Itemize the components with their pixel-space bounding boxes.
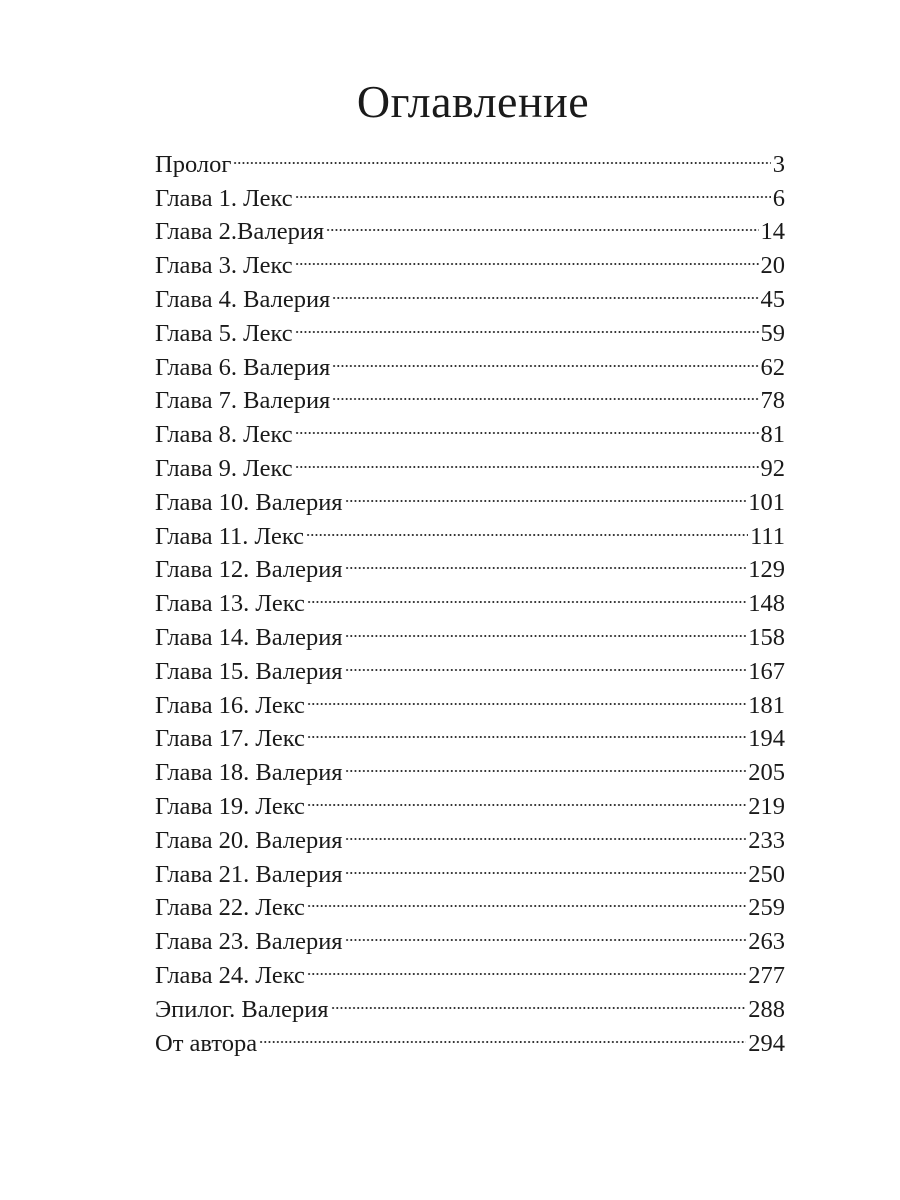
dot-leader bbox=[295, 442, 759, 476]
toc-entry-label: Глава 24. Лекс bbox=[155, 961, 305, 989]
toc-entry-label: Глава 13. Лекс bbox=[155, 590, 305, 618]
dot-leader bbox=[295, 307, 759, 341]
toc-entry-page-number: 233 bbox=[748, 826, 785, 854]
dot-leader bbox=[345, 645, 747, 679]
toc-list bbox=[155, 138, 785, 1057]
toc-entry-label: Пролог bbox=[155, 150, 232, 178]
dot-leader bbox=[307, 949, 746, 983]
dot-leader bbox=[345, 611, 747, 645]
toc-entry-page-number: 6 bbox=[772, 184, 785, 212]
dot-leader bbox=[332, 375, 758, 409]
toc-entry-label: Глава 1. Лекс bbox=[155, 184, 293, 212]
toc-entry-label: Глава 2.Валерия bbox=[155, 218, 325, 246]
dot-leader bbox=[259, 1017, 746, 1051]
toc-entry-label: Глава 15. Валерия bbox=[155, 657, 343, 685]
toc-entry-label: Глава 10. Валерия bbox=[155, 488, 343, 516]
toc-entry-label: Глава 4. Валерия bbox=[155, 285, 331, 313]
toc-entry-label: Глава 3. Лекс bbox=[155, 252, 293, 280]
toc-entry-label: Эпилог. Валерия bbox=[155, 995, 329, 1023]
toc-entry-page-number: 3 bbox=[772, 150, 785, 178]
toc-entry-label: Глава 18. Валерия bbox=[155, 759, 343, 787]
dot-leader bbox=[307, 780, 746, 814]
dot-leader bbox=[326, 206, 758, 240]
dot-leader bbox=[307, 882, 746, 916]
toc-entry-label: Глава 11. Лекс bbox=[155, 522, 304, 550]
toc-entry-page-number: 20 bbox=[760, 252, 785, 280]
toc-entry-page-number: 250 bbox=[748, 860, 785, 888]
toc-entry-page-number: 92 bbox=[760, 454, 785, 482]
dot-leader bbox=[295, 239, 759, 273]
toc-entry-page-number: 62 bbox=[760, 353, 785, 381]
page-title: Оглавление bbox=[356, 76, 590, 127]
dot-leader bbox=[233, 138, 770, 172]
dot-leader bbox=[295, 172, 771, 206]
dot-leader bbox=[345, 814, 747, 848]
dot-leader bbox=[345, 915, 747, 949]
toc-entry[interactable] bbox=[155, 138, 785, 178]
toc-entry-label: От автора bbox=[155, 1029, 258, 1057]
toc-entry-page-number: 158 bbox=[748, 623, 785, 651]
toc-entry-page-number: 181 bbox=[748, 691, 785, 719]
toc-entry-page-number: 259 bbox=[748, 894, 785, 922]
dot-leader bbox=[307, 679, 746, 713]
toc-entry-label: Глава 8. Лекс bbox=[155, 421, 293, 449]
dot-leader bbox=[307, 577, 746, 611]
toc-entry-page-number: 205 bbox=[748, 759, 785, 787]
dot-leader bbox=[345, 848, 747, 882]
toc-entry-page-number: 288 bbox=[748, 995, 785, 1023]
toc-entry[interactable] bbox=[155, 172, 785, 212]
toc-entry-label: Глава 19. Лекс bbox=[155, 792, 305, 820]
toc-entry-label: Глава 16. Лекс bbox=[155, 691, 305, 719]
dot-leader bbox=[295, 408, 759, 442]
toc-entry-page-number: 45 bbox=[760, 285, 785, 313]
toc-entry-page-number: 78 bbox=[760, 387, 785, 415]
toc-entry-page-number: 167 bbox=[748, 657, 785, 685]
toc-entry-page-number: 111 bbox=[750, 522, 785, 550]
toc-entry-page-number: 263 bbox=[748, 928, 785, 956]
dot-leader bbox=[331, 983, 747, 1017]
toc-entry-page-number: 81 bbox=[760, 421, 785, 449]
toc-entry-page-number: 129 bbox=[748, 556, 785, 584]
toc-entry-page-number: 294 bbox=[748, 1029, 785, 1057]
toc-entry-label: Глава 23. Валерия bbox=[155, 928, 343, 956]
dot-leader bbox=[345, 544, 747, 578]
toc-entry-label: Глава 17. Лекс bbox=[155, 725, 305, 753]
dot-leader bbox=[332, 273, 758, 307]
toc-entry-label: Глава 9. Лекс bbox=[155, 454, 293, 482]
dot-leader bbox=[306, 510, 748, 544]
dot-leader bbox=[345, 476, 747, 510]
dot-leader bbox=[307, 713, 746, 747]
toc-entry-page-number: 148 bbox=[748, 590, 785, 618]
toc-entry-label: Глава 6. Валерия bbox=[155, 353, 331, 381]
toc-entry-label: Глава 20. Валерия bbox=[155, 826, 343, 854]
toc-entry-page-number: 219 bbox=[748, 792, 785, 820]
toc-entry-page-number: 277 bbox=[748, 961, 785, 989]
toc-entry-label: Глава 22. Лекс bbox=[155, 894, 305, 922]
toc-entry-page-number: 194 bbox=[748, 725, 785, 753]
toc-entry-page-number: 14 bbox=[760, 218, 785, 246]
toc-entry-label: Глава 14. Валерия bbox=[155, 623, 343, 651]
toc-entry-label: Глава 7. Валерия bbox=[155, 387, 331, 415]
dot-leader bbox=[345, 746, 747, 780]
toc-entry-page-number: 59 bbox=[760, 319, 785, 347]
dot-leader bbox=[332, 341, 758, 375]
toc-entry-label: Глава 5. Лекс bbox=[155, 319, 293, 347]
toc-entry-label: Глава 12. Валерия bbox=[155, 556, 343, 584]
toc-entry-label: Глава 21. Валерия bbox=[155, 860, 343, 888]
toc-entry-page-number: 101 bbox=[748, 488, 785, 516]
